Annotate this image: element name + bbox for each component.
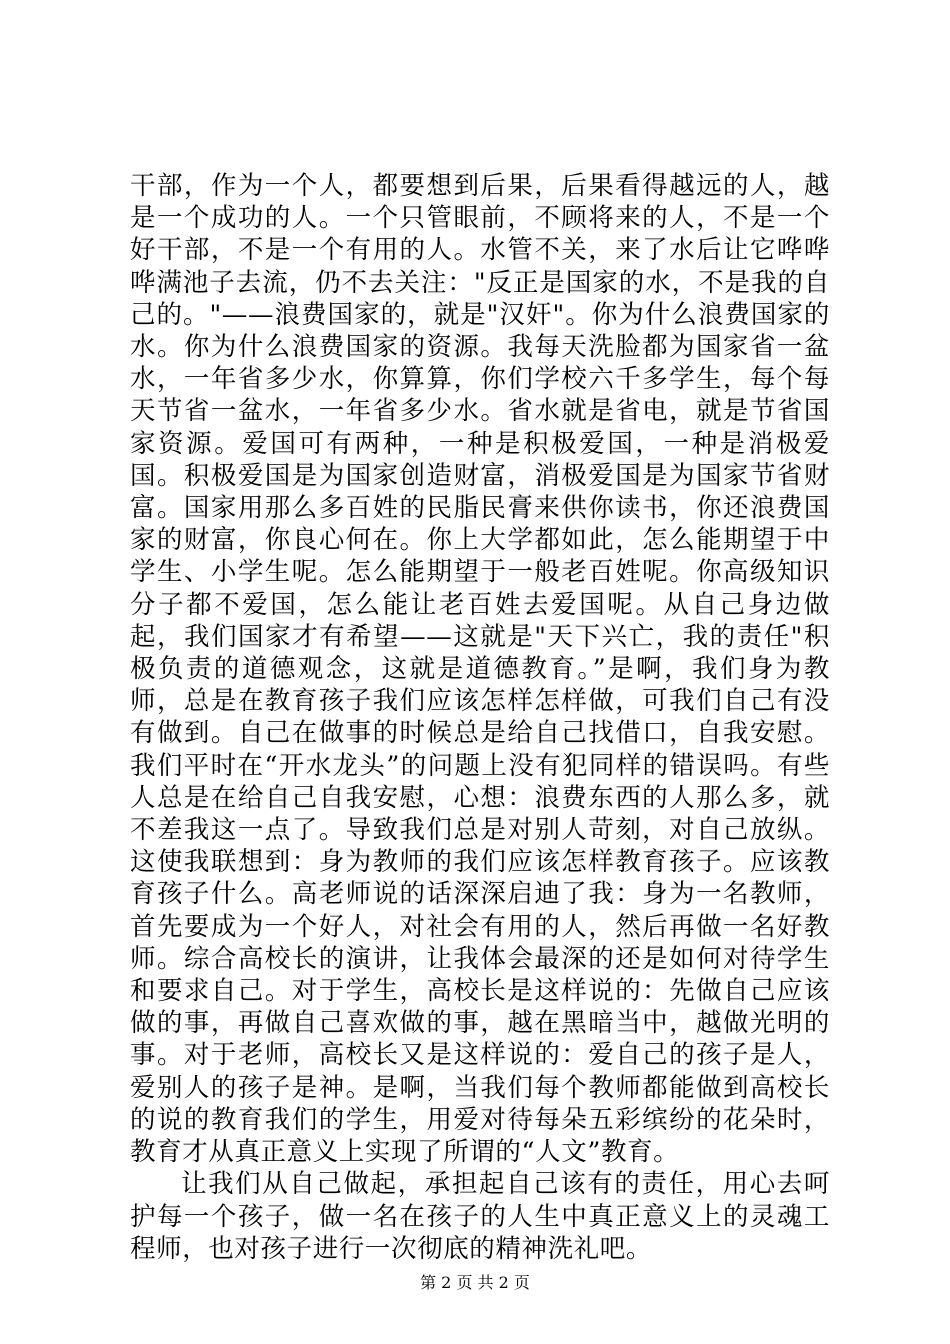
paragraph-continued: 干部，作为一个人，都要想到后果，后果看得越远的人，越是一个成功的人。一个只管眼前，不顾将来的人，不是一个好干部，不是一个有用的人。水管不关，来了水后让它哗哗哗满池子去流，仍不去关注："反正是国家的水，不是我的自己的。"——浪费国家的，就是"汉奸"。你为什么浪费国家的水。你为什么浪费国家的资源。我每天洗脸都为国家省一盆水，一年省多少水，你算算，你们学校六千多学生，每个每天节省一盆水，一年省多少水。省水就是省电，就是节省国家资源。爱国可有两种，一种是积极爱国，一种是消极爱国。积极爱国是为国家创造财富，消极爱国是为国家节省财富。国家用那么多百姓的民脂民膏来供你读书，你还浪费国家的财富，你良心何在。你上大学都如此，怎么能期望于中学生、小学生呢。怎么能期望于一般老百姓呢。你高级知识分子都不爱国，怎么能让老百姓去爱国呢。从自己身边做起，我们国家才有希望——这就是"天下兴亡，我的责任"积极负责的道德观念，这就是道德教育。”是啊，我们身为教师，总是在教育孩子我们应该怎样怎样做，可我们自己有没有做到。自己在做事的时候总是给自己找借口，自我安慰。我们平时在“开水龙头”的问题上没有犯同样的错误吗。有些人总是在给自己自我安慰，心想：浪费东西的人那么多，就不差我这一点了。导致我们总是对别人苛刻，对自己放纵。这使我联想到：身为教师的我们应该怎样教育孩子。应该教育孩子什么。高老师说的话深深启迪了我：身为一名教师，首先要成为一个好人，对社会有用的人，然后再做一名好教师。综合高校长的演讲，让我体会最深的还是如何对待学生和要求自己。对于学生，高校长是这样说的：先做自己应该做的事，再做自己喜欢做的事，越在黑暗当中，越做光明的事。对于老师，高校长又是这样说的：爱自己的孩子是人，爱别人的孩子是神。是啊，当我们每个教师都能做到高校长的说的教育我们的学生，用爱对待每朵五彩缤纷的花朵时，教育才从真正意义上实现了所谓的“人文”教育。 [130, 171, 830, 1168]
page-footer [0, 1273, 950, 1293]
paragraph-closing: 让我们从自己做起，承担起自己该有的责任，用心去呵护每一个孩子，做一名在孩子的人生中真正意义上的灵魂工程师，也对孩子进行一次彻底的精神洗礼吧。 [130, 1169, 830, 1264]
document-body [130, 170, 830, 1265]
page-number-label: 第 2 页 共 2 页 [420, 1273, 530, 1292]
